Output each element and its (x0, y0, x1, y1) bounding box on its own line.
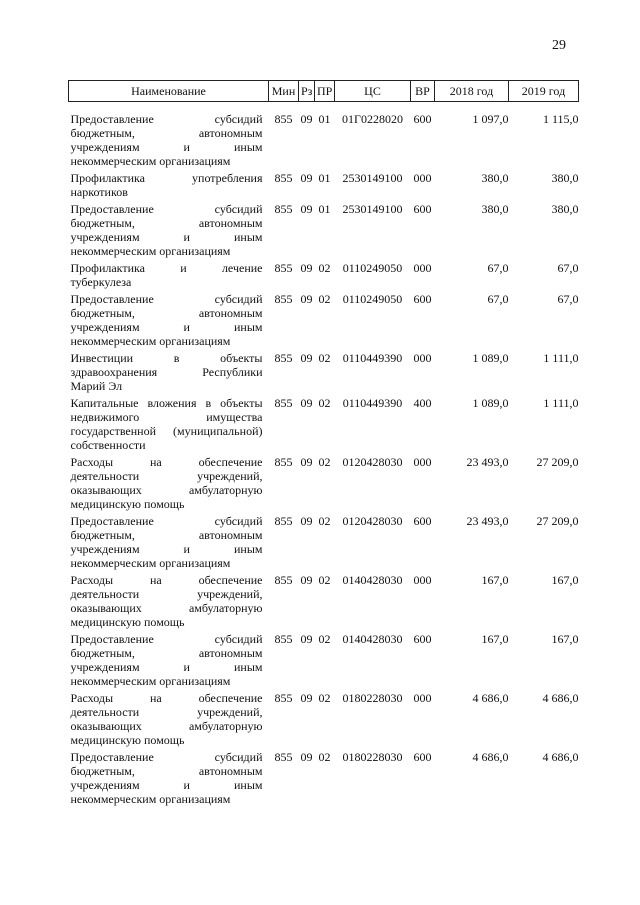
row-2019: 27 209,0 (536, 455, 579, 469)
row-name-line: учреждениям и иным (70, 230, 263, 244)
row-rz: 09 (300, 750, 313, 764)
row-2019: 67,0 (557, 261, 579, 275)
row-min: 855 (274, 455, 293, 469)
row-name-line: деятельности учреждений, (70, 469, 263, 483)
row-name (69, 351, 269, 396)
row-vr: 000 (413, 691, 432, 705)
row-min: 855 (274, 292, 293, 306)
row-name-line: Расходы на обеспечение (70, 455, 263, 469)
row-pr: 02 (318, 632, 331, 646)
row-rz: 09 (300, 261, 313, 275)
row-pr: 02 (318, 455, 331, 469)
row-name-line: некоммерческим организациям (70, 154, 231, 168)
table-row (69, 202, 579, 261)
row-min: 855 (274, 514, 293, 528)
row-name (69, 455, 269, 514)
row-pr: 02 (318, 292, 331, 306)
row-min: 855 (274, 750, 293, 764)
row-cs: 0110249050 (342, 261, 403, 275)
row-cs: 0110449390 (342, 351, 403, 365)
row-2018: 167,0 (481, 632, 509, 646)
row-cs: 0180228030 (342, 750, 403, 764)
row-vr: 600 (413, 202, 432, 216)
row-2019: 67,0 (557, 292, 579, 306)
row-cs: 0180228030 (342, 691, 403, 705)
row-name-line: учреждениям и иным (70, 140, 263, 154)
row-name-line: бюджетным, автономным (70, 764, 263, 778)
row-name-line: медицинскую помощь (70, 733, 185, 747)
header-vr: ВР (411, 81, 435, 102)
row-2018: 167,0 (481, 573, 509, 587)
row-2019: 1 111,0 (543, 396, 579, 410)
row-2019: 4 686,0 (542, 691, 579, 705)
row-min: 855 (274, 351, 293, 365)
row-2018: 23 493,0 (466, 455, 509, 469)
row-vr: 600 (413, 514, 432, 528)
table-body (69, 102, 579, 810)
row-2019: 4 686,0 (542, 750, 579, 764)
row-name-line: медицинскую помощь (70, 497, 185, 511)
row-name-line: туберкулеза (70, 275, 132, 289)
row-pr: 02 (318, 691, 331, 705)
row-2018: 67,0 (487, 261, 509, 275)
row-name-line: медицинскую помощь (70, 615, 185, 629)
row-cs: 0110449390 (342, 396, 403, 410)
row-2019: 167,0 (551, 632, 579, 646)
row-pr: 01 (318, 112, 331, 126)
row-rz: 09 (300, 691, 313, 705)
row-name-line: Капитальные вложения в объекты (70, 396, 263, 410)
row-name-line: наркотиков (70, 185, 128, 199)
row-name-line: Предоставление субсидий (70, 632, 263, 646)
row-name-line: деятельности учреждений, (70, 705, 263, 719)
row-2018: 4 686,0 (472, 691, 509, 705)
row-name-line: Расходы на обеспечение (70, 691, 263, 705)
header-rz: Рз (299, 81, 315, 102)
table-row (69, 455, 579, 514)
row-vr: 000 (413, 455, 432, 469)
row-name (69, 171, 269, 202)
header-cs: ЦС (335, 81, 411, 102)
page-number: 29 (552, 38, 566, 53)
row-name-line: собственности (70, 438, 146, 452)
table-row (69, 171, 579, 202)
row-name-line: учреждениям и иным (70, 778, 263, 792)
table-row (69, 292, 579, 351)
row-name-line: оказывающих амбулаторную (70, 719, 263, 733)
row-name-line: бюджетным, автономным (70, 216, 263, 230)
row-cs: 2530149100 (342, 202, 403, 216)
row-pr: 01 (318, 171, 331, 185)
row-min: 855 (274, 573, 293, 587)
row-name-line: учреждениям и иным (70, 660, 263, 674)
row-cs: 2530149100 (342, 171, 403, 185)
row-name-line: некоммерческим организациям (70, 244, 231, 258)
budget-table (68, 80, 579, 809)
row-rz: 09 (300, 396, 313, 410)
row-vr: 000 (413, 171, 432, 185)
row-name-line: здравоохранения Республики (70, 365, 263, 379)
row-name (69, 261, 269, 292)
row-cs: 0140428030 (342, 573, 403, 587)
row-vr: 400 (413, 396, 432, 410)
row-cs: 0140428030 (342, 632, 403, 646)
row-rz: 09 (300, 171, 313, 185)
table-row (69, 691, 579, 750)
row-name-line: Предоставление субсидий (70, 750, 263, 764)
table-row (69, 351, 579, 396)
row-cs: 0120428030 (342, 514, 403, 528)
row-cs: 0120428030 (342, 455, 403, 469)
table-header (69, 81, 579, 102)
row-min: 855 (274, 112, 293, 126)
row-rz: 09 (300, 573, 313, 587)
row-name-line: Профилактика и лечение (70, 261, 263, 275)
row-2019: 1 115,0 (542, 112, 579, 126)
row-name-line: учреждениям и иным (70, 320, 263, 334)
row-2019: 380,0 (551, 202, 579, 216)
row-name-line: бюджетным, автономным (70, 306, 263, 320)
row-name-line: недвижимого имущества (70, 410, 263, 424)
row-pr: 02 (318, 514, 331, 528)
table-row (69, 102, 579, 172)
header-min: Мин (269, 81, 299, 102)
table-row (69, 750, 579, 809)
row-min: 855 (274, 691, 293, 705)
row-vr: 000 (413, 573, 432, 587)
row-name-line: некоммерческим организациям (70, 674, 231, 688)
header-pr: ПР (315, 81, 335, 102)
row-name-line: Предоставление субсидий (70, 292, 263, 306)
row-pr: 02 (318, 750, 331, 764)
row-rz: 09 (300, 112, 313, 126)
row-name-line: оказывающих амбулаторную (70, 483, 263, 497)
table-row (69, 632, 579, 691)
row-name-line: некоммерческим организациям (70, 556, 231, 570)
row-name (69, 750, 269, 809)
row-min: 855 (274, 396, 293, 410)
row-rz: 09 (300, 202, 313, 216)
table-row (69, 573, 579, 632)
row-2018: 1 089,0 (472, 396, 509, 410)
row-name (69, 292, 269, 351)
row-name-line: учреждениям и иным (70, 542, 263, 556)
row-2018: 1 097,0 (472, 112, 509, 126)
row-name-line: Расходы на обеспечение (70, 573, 263, 587)
row-vr: 600 (413, 632, 432, 646)
row-vr: 000 (413, 261, 432, 275)
row-name-line: оказывающих амбулаторную (70, 601, 263, 615)
row-2019: 380,0 (551, 171, 579, 185)
table-row (69, 261, 579, 292)
row-rz: 09 (300, 632, 313, 646)
row-rz: 09 (300, 514, 313, 528)
row-name-line: Предоставление субсидий (70, 514, 263, 528)
row-2019: 167,0 (551, 573, 579, 587)
row-name-line: некоммерческим организациям (70, 792, 231, 806)
header-2018: 2018 год (435, 81, 509, 102)
row-rz: 09 (300, 292, 313, 306)
row-name (69, 632, 269, 691)
row-name-line: Марий Эл (70, 379, 123, 393)
row-name-line: Профилактика употребления (70, 171, 263, 185)
row-2018: 1 089,0 (472, 351, 509, 365)
row-name-line: бюджетным, автономным (70, 528, 263, 542)
row-name (69, 514, 269, 573)
row-vr: 600 (413, 750, 432, 764)
row-name-line: бюджетным, автономным (70, 126, 263, 140)
row-pr: 01 (318, 202, 331, 216)
row-pr: 02 (318, 396, 331, 410)
row-name (69, 691, 269, 750)
row-min: 855 (274, 632, 293, 646)
row-name-line: деятельности учреждений, (70, 587, 263, 601)
row-vr: 600 (413, 112, 432, 126)
row-vr: 600 (413, 292, 432, 306)
row-2019: 27 209,0 (536, 514, 579, 528)
row-pr: 02 (318, 351, 331, 365)
row-pr: 02 (318, 261, 331, 275)
row-min: 855 (274, 202, 293, 216)
header-name: Наименование (69, 81, 269, 102)
row-name-line: Предоставление субсидий (70, 202, 263, 216)
row-2018: 380,0 (481, 171, 509, 185)
row-vr: 000 (413, 351, 432, 365)
row-name-line: некоммерческим организациям (70, 334, 231, 348)
row-name-line: Предоставление субсидий (70, 112, 263, 126)
row-name-line: Инвестиции в объекты (70, 351, 263, 365)
row-cs: 01Г0228020 (342, 112, 403, 126)
row-rz: 09 (300, 351, 313, 365)
row-min: 855 (274, 261, 293, 275)
row-rz: 09 (300, 455, 313, 469)
row-2018: 67,0 (487, 292, 509, 306)
row-name (69, 202, 269, 261)
table-row (69, 396, 579, 455)
row-2018: 380,0 (481, 202, 509, 216)
row-2018: 4 686,0 (472, 750, 509, 764)
row-2018: 23 493,0 (466, 514, 509, 528)
row-name-line: бюджетным, автономным (70, 646, 263, 660)
row-2019: 1 111,0 (543, 351, 579, 365)
row-name (69, 102, 269, 172)
row-cs: 0110249050 (342, 292, 403, 306)
row-name-line: государственной (муниципальной) (70, 424, 263, 438)
table-row (69, 514, 579, 573)
row-pr: 02 (318, 573, 331, 587)
row-name (69, 573, 269, 632)
row-name (69, 396, 269, 455)
row-min: 855 (274, 171, 293, 185)
header-2019: 2019 год (509, 81, 579, 102)
